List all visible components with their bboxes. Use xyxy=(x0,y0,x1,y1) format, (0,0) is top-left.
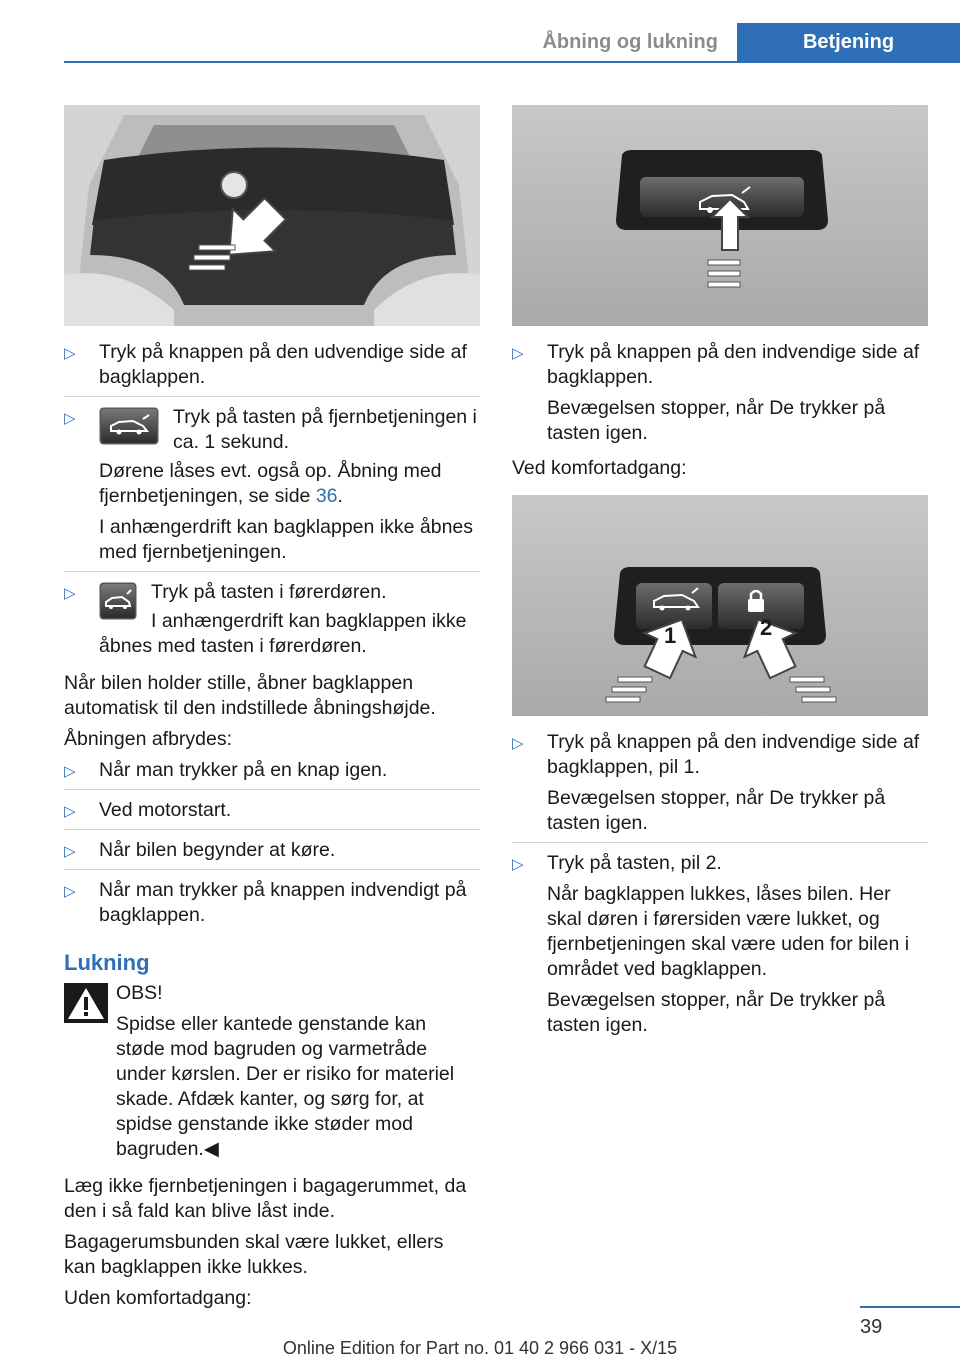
bullet-triangle-icon: ▷ xyxy=(64,763,76,780)
section-heading-lukning: Lukning xyxy=(64,950,150,975)
inner-tailgate-button-illustration xyxy=(512,105,928,326)
page-number-rule xyxy=(860,1306,960,1308)
bullet-triangle-icon: ▷ xyxy=(64,803,76,820)
list-item: ▷ Tryk på tasten på fjernbetjeningen i ca. 1 sekund. Dørene låses evt. også op. Åbning med fjernbetjeningen, se side 36. I anhængerdrift kan bagklappen ikke åbnes med fjernbetjeningen. xyxy=(64,406,477,563)
header-tab-betjening[interactable]: Betjening xyxy=(737,23,960,61)
page-number: 39 xyxy=(860,1316,883,1338)
comfort-access-buttons-illustration xyxy=(512,495,928,716)
bullet-triangle-icon: ▷ xyxy=(64,345,76,362)
page-link-36[interactable]: 36 xyxy=(315,485,338,507)
bullet-triangle-icon: ▷ xyxy=(64,883,76,900)
list-item: ▷ Tryk på knappen på den indvendige side af bagklappen, pil 1. Bevægelsen stopper, når De trykker på tasten igen. xyxy=(512,731,920,834)
tailgate-door-switch-icon xyxy=(99,582,137,620)
list-item: ▷ Tryk på tasten, pil 2. Når bagklappen lukkes, låses bilen. Her skal døren i førersiden være lukket, og fjernbetjeningen skal være uden for bilen i området ved bagklappen. Bevægelsen stopper, når De trykker på tasten igen. xyxy=(512,852,910,1036)
warning-triangle-icon xyxy=(64,983,108,1023)
list-item: ▷ Ved motorstart. xyxy=(64,798,480,823)
header-rule xyxy=(64,61,960,63)
list-item: ▷ Når man trykker på knappen indvendigt på bagklappen. xyxy=(64,879,467,926)
bullet-triangle-icon: ▷ xyxy=(64,410,76,427)
bullet-triangle-icon: ▷ xyxy=(64,843,76,860)
right-column: ▷ Tryk på knappen på den indvendige side af bagklappen. Bevægelsen stopper, når De trykker på tasten igen. Ved komfortadgang: 1 2 ▷ Tryk på knappen på den indvendige side af bagklappen, pil 1. Bevægelsen stopper, når De trykker på tasten igen. ▷ Tryk på tasten, pil 2. Når bagklappen lukkes, låses bilen. Her skal døren i førersiden være lukket, og fjernbetjeningen skal være uden for bilen i området ved bagklappen. Bevægelsen stopper, når De trykker på tasten igen. xyxy=(512,105,928,1044)
footer-edition: Online Edition for Part no. 01 40 2 966 031 - X/15 xyxy=(282,1338,678,1358)
tailgate-remote-key-icon xyxy=(99,407,159,445)
list-item: ▷ Tryk på knappen på den udvendige side af bagklappen. xyxy=(64,341,467,388)
bullet-triangle-icon: ▷ xyxy=(64,585,76,602)
left-column: ▷ Tryk på knappen på den udvendige side af bagklappen. ▷ Tryk på tasten på fjernbetjeningen i ca. 1 sekund. Dørene låses evt. også op. Åbning med fjernbetjeningen, se side 36. I anhængerdrift kan bagklappen ikke åbnes med fjernbetjeningen. ▷ Tryk på tasten i førerdøren. I anhængerdrift kan bagklappen ikke åbnes med tasten i førerdøren. Når bilen holder stille, åbner bagklappen automatisk til den indstillede åbningshøjde. Åbningen afbrydes: ▷ Når man trykker på en knap igen. ▷ Ved motorstart. ▷ Når bilen begynder at køre. ▷ Når man trykker på knappen indvendigt på bagklappen. Lukning OBS! Spidse eller kantede genstande kan støde mod bagruden og varmetråde under kørslen. Der er risiko for materiel skade. Afdæk kanter, og sørg for, at spidse genstande ikke støder mod bagruden.◀ Læg ikke fjernbetjeningen i bagagerummet, da den i så fald kan blive låst inde. Bagagerumsbunden skal være lukket, ellers kan bagklappen ikke lukkes. Uden komfortadgang: xyxy=(64,105,480,1317)
car-rear-tailgate-illustration xyxy=(64,105,480,326)
arrow-label-1: 1 xyxy=(664,623,677,648)
bullet-triangle-icon: ▷ xyxy=(512,735,524,752)
arrow-label-2: 2 xyxy=(760,615,773,640)
list-item: ▷ Når man trykker på en knap igen. xyxy=(64,758,480,783)
bullet-triangle-icon: ▷ xyxy=(512,856,524,873)
header-section-title: Åbning og lukning xyxy=(542,31,718,53)
list-item: ▷ Tryk på tasten i førerdøren. I anhængerdrift kan bagklappen ikke åbnes med tasten i førerdøren. xyxy=(64,581,467,657)
list-item: ▷ Når bilen begynder at køre. xyxy=(64,838,480,863)
bullet-triangle-icon: ▷ xyxy=(512,345,524,362)
warning-block: OBS! Spidse eller kantede genstande kan støde mod bagruden og varmetråde under kørslen. Der er risiko for materiel skade. Afdæk kanter, og sørg for, at spidse genstande ikke støder mod bagruden.◀ xyxy=(64,981,480,1162)
list-item: ▷ Tryk på knappen på den indvendige side af bagklappen. Bevægelsen stopper, når De trykker på tasten igen. xyxy=(512,341,920,444)
